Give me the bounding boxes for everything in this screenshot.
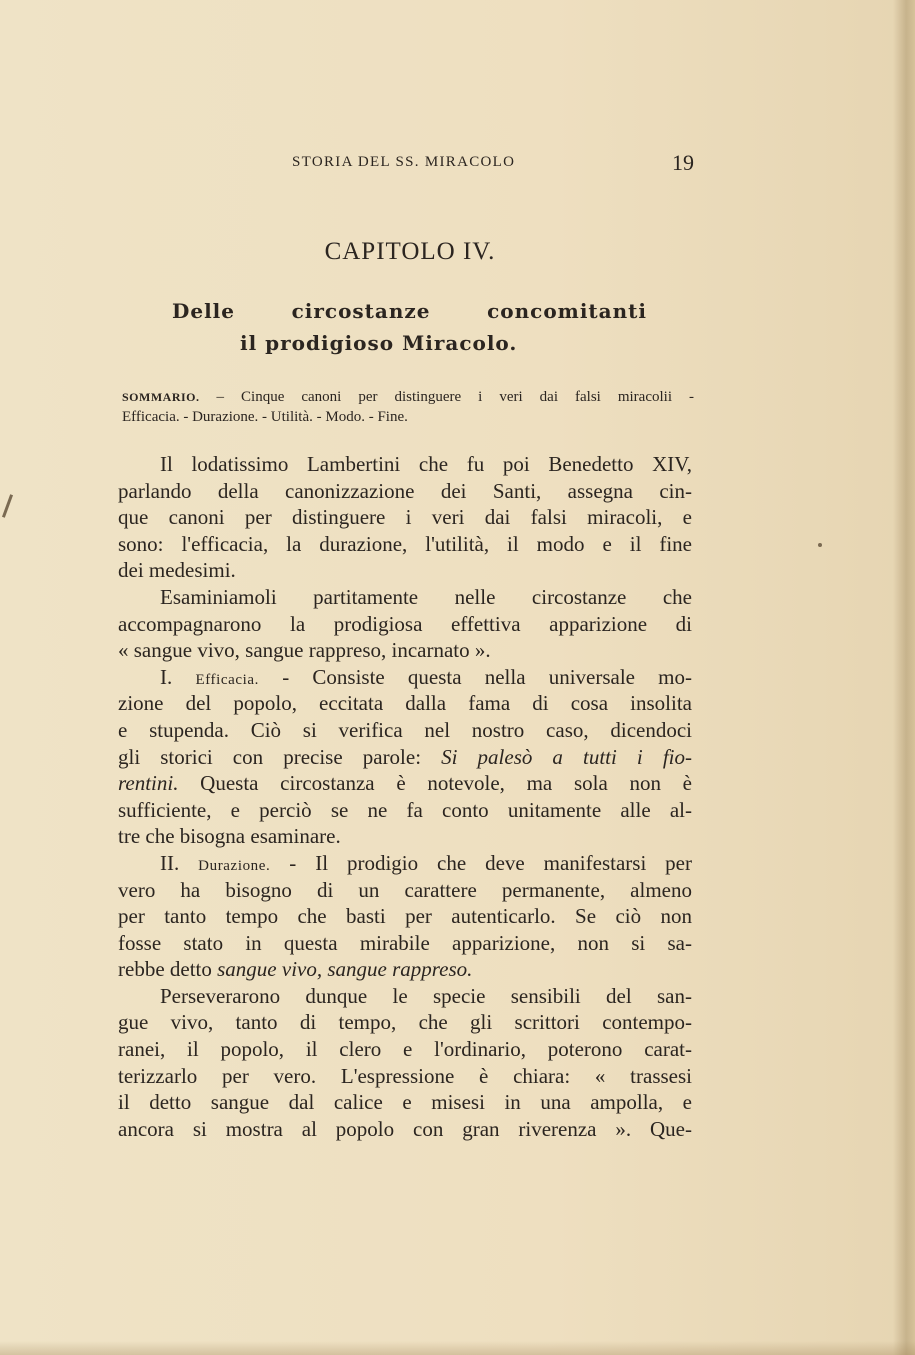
summary-text-1: – Cinque canoni per distinguere i veri dai falsi miracolii - (199, 389, 694, 405)
paragraph-line: vero ha bisogno di un carattere permanente, almeno (118, 877, 692, 902)
paragraph-line: tre che bisogna esaminare. (118, 824, 341, 849)
paragraph-line: dei medesimi. (118, 558, 236, 583)
paragraph-line: il detto sangue dal calice e misesi in una ampolla, e (118, 1090, 692, 1115)
quotation-italic: rentini. (118, 771, 179, 796)
paragraph-line: accompagnarono la prodigiosa effettiva apparizione di (118, 611, 692, 636)
page-edge-shadow (893, 0, 915, 1355)
stray-dot (818, 543, 822, 547)
paragraph-line: parlando della canonizzazione dei Santi, assegna cin- (118, 478, 692, 503)
paragraph-line: sufficiente, e perciò se ne fa conto unitamente alle al- (118, 797, 692, 822)
paragraph-line: fosse stato in questa mirabile apparizione, non si sa- (118, 930, 692, 955)
paragraph-text: - Consiste questa nella universale mo- (259, 664, 693, 689)
paragraph-line: « sangue vivo, sangue rappreso, incarnato ». (118, 638, 491, 663)
paragraph-line: Perseverarono dunque le specie sensibili del san- (160, 983, 692, 1008)
section-heading-efficacia: Efficacia. (195, 671, 260, 688)
chapter-summary (122, 387, 694, 427)
paragraph-text: Questa circostanza è notevole, ma sola non è (178, 771, 692, 796)
body-text (118, 451, 692, 1142)
paragraph-line: per tanto tempo che basti per autenticarlo. Se ciò non (118, 904, 692, 929)
paragraph-text: gli storici con precise parole: (118, 744, 442, 769)
paragraph-line: e stupenda. Ciò si verifica nel nostro caso, dicendoci (118, 717, 692, 742)
quotation-italic: Si palesò a tutti i fio- (441, 744, 692, 769)
paragraph-line (118, 770, 692, 797)
stray-mark (2, 494, 13, 518)
summary-line-1 (122, 387, 694, 407)
paragraph-line (118, 956, 692, 983)
section-number: II. (160, 850, 180, 875)
paragraph-line (118, 850, 692, 877)
paragraph-line (118, 744, 692, 771)
paragraph-line (118, 664, 692, 691)
page-number: 19 (672, 150, 694, 175)
paragraph-line: Esaminiamoli partitamente nelle circostanze che (160, 584, 692, 609)
chapter-title-line-1: Delle circostanze concomitanti (172, 299, 647, 323)
section-number: I. (160, 664, 173, 689)
summary-line-2: Efficacia. - Durazione. - Utilità. - Modo. - Fine. (122, 409, 408, 425)
paragraph-line: ancora si mostra al popolo con gran riverenza ». Que- (118, 1116, 692, 1141)
paragraph-line: Il lodatissimo Lambertini che fu poi Benedetto XIV, (160, 452, 692, 476)
paragraph-line: que canoni per distinguere i veri dai falsi miracoli, e (118, 505, 692, 530)
paragraph-line: gue vivo, tanto di tempo, che gli scrittori contempo- (118, 1010, 692, 1035)
chapter-heading: CAPITOLO IV. (324, 238, 496, 265)
paragraph-line: sono: l'efficacia, la durazione, l'utilità, il modo e il fine (118, 531, 692, 556)
paragraph-text: rebbe detto (118, 957, 218, 982)
page-bottom-shadow (0, 1341, 915, 1355)
paragraph-line: terizzarlo per vero. L'espressione è chiara: « trassesi (118, 1063, 692, 1088)
paragraph-line: ranei, il popolo, il clero e l'ordinario, poterono carat- (118, 1037, 692, 1062)
summary-label: SOMMARIO. (122, 390, 200, 404)
paragraph-line: zione del popolo, eccitata dalla fama di cosa insolita (118, 691, 692, 716)
running-head: STORIA DEL SS. MIRACOLO (292, 154, 516, 170)
quotation-italic: sangue vivo, sangue rappreso. (217, 957, 473, 982)
paragraph-text: - Il prodigio che deve manifestarsi per (270, 850, 693, 875)
chapter-title-line-2: il prodigioso Miracolo. (240, 331, 518, 355)
section-heading-durazione: Durazione. (198, 857, 271, 874)
